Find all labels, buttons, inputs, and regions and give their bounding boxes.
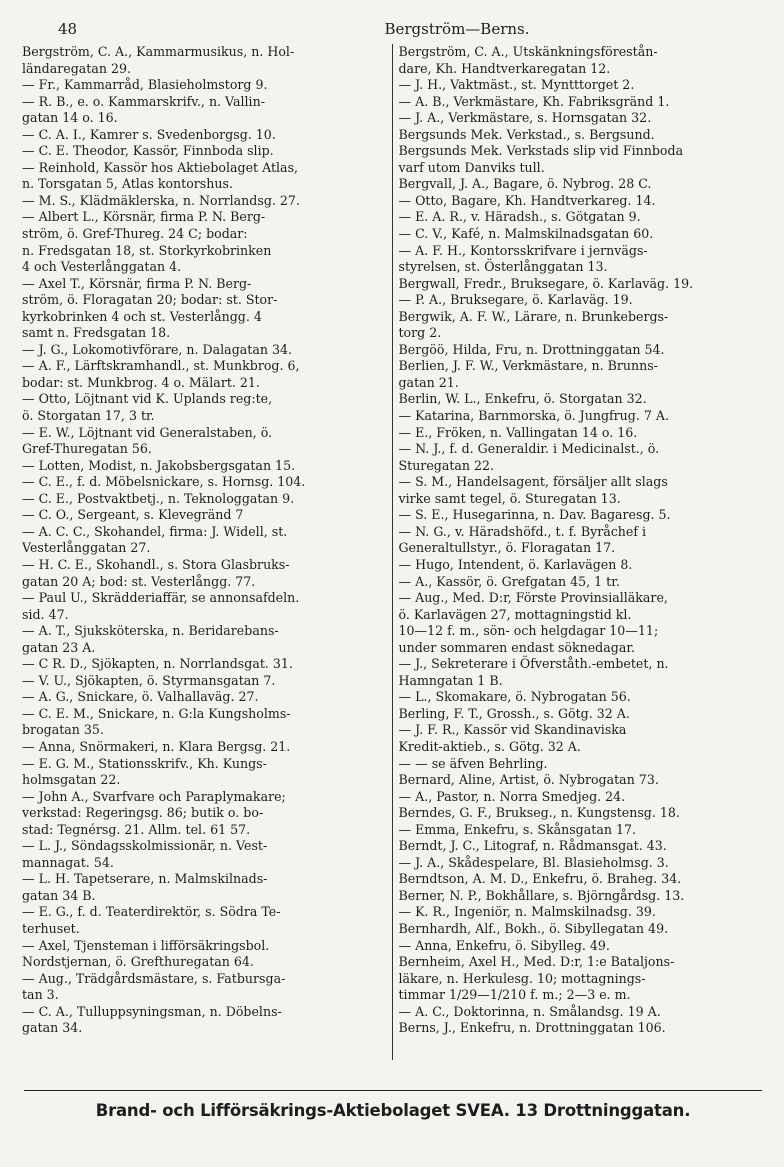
entry-line: — S. E., Husegarinna, n. Dav. Bagaresg. 5.: [398, 507, 671, 523]
entry-line: Bernard, Aline, Artist, ö. Nybrogatan 73.: [398, 772, 659, 788]
entry-line: Berndes, G. F., Brukseg., n. Kungstensg. 18.: [398, 805, 680, 821]
entry-line: läkare, n. Herkulesg. 10; mottagnings-: [398, 970, 646, 986]
entry-line: — C. E., f. d. Möbelsnickare, s. Hornsg. 104.: [22, 474, 306, 490]
entry-line: — Reinhold, Kassör hos Aktiebolaget Atlas,: [22, 159, 299, 175]
entry-line: kyrkobrinken 4 och st. Vesterlångg. 4: [22, 308, 262, 324]
entry-line: Bergsunds Mek. Verkstads slip vid Finnboda: [398, 143, 684, 159]
entry-line: Bergsunds Mek. Verkstad., s. Bergsund.: [398, 126, 655, 142]
entry-line: Bergöö, Hilda, Fru, n. Drottninggatan 54.: [398, 341, 665, 357]
entry-line: samt n. Fredsgatan 18.: [22, 325, 171, 341]
entry-line: Bergwall, Fredr., Bruksegare, ö. Karlaväg. 19.: [398, 275, 694, 291]
entry-line: — John A., Svarfvare och Paraplymakare;: [22, 788, 286, 804]
entry-line: mannagat. 54.: [22, 854, 114, 870]
entry-line: Generaltullstyr., ö. Floragatan 17.: [398, 540, 616, 556]
entry-line: — J. G., Lokomotivförare, n. Dalagatan 34.: [22, 341, 292, 357]
entry-line: — E. G. M., Stationsskrifv., Kh. Kungs-: [22, 755, 267, 771]
entry-line: — A. B., Verkmästare, Kh. Fabriksgränd 1.: [398, 93, 670, 109]
entry-line: Berner, N. P., Bokhållare, s. Björngårdsg. 13.: [398, 887, 685, 903]
entry-line: — Anna, Snörmakeri, n. Klara Bergsg. 21.: [22, 738, 291, 754]
entry-line: — Emma, Enkefru, s. Skånsgatan 17.: [398, 821, 636, 837]
entry-line: brogatan 35.: [22, 722, 104, 738]
entry-line: — C. E., Postvaktbetj., n. Teknologgatan 9.: [22, 490, 295, 506]
entry-line: bodar: st. Munkbrog. 4 o. Mälart. 21.: [22, 374, 260, 390]
entry-line: — C. O., Sergeant, s. Klevegränd 7: [22, 507, 244, 523]
entry-line: — J. H., Vaktmäst., st. Myntttorget 2.: [398, 77, 635, 93]
entry-line: sid. 47.: [22, 606, 69, 622]
entry-line: — E., Fröken, n. Vallingatan 14 o. 16.: [398, 424, 638, 440]
entry-line: — C. V., Kafé, n. Malmskilnadsgatan 60.: [398, 226, 654, 242]
entry-line: dare, Kh. Handtverkaregatan 12.: [398, 60, 611, 76]
running-head: Bergström—Berns.: [384, 20, 530, 38]
entry-line: ländaregatan 29.: [22, 60, 131, 76]
entry-line: — A. F., Lärftskramhandl., st. Munkbrog. 6,: [22, 358, 300, 374]
entry-line: terhuset.: [22, 920, 80, 936]
entry-line: tan 3.: [22, 987, 59, 1003]
entry-line: — Albert L., Körsnär, firma P. N. Berg-: [22, 209, 266, 225]
entry-line: Sturegatan 22.: [398, 457, 495, 473]
entry-line: — A. F. H., Kontorsskrifvare i jernvägs-: [398, 242, 648, 258]
entry-line: — Aug., Trädgårdsmästare, s. Fatbursga-: [22, 970, 286, 986]
entry-line: Nordstjernan, ö. Grefthuregatan 64.: [22, 954, 254, 970]
entry-line: ö. Karlavägen 27, mottagningstid kl.: [398, 606, 632, 622]
entry-line: gatan 34 B.: [22, 887, 96, 903]
entry-line: virke samt tegel, ö. Sturegatan 13.: [398, 490, 621, 506]
page-number: 48: [58, 20, 78, 38]
entry-line: Gref-Thuregatan 56.: [22, 441, 152, 457]
entry-line: Bernheim, Axel H., Med. D:r, 1:e Bataljons-: [398, 954, 675, 970]
entry-line: Berling, F. T., Grossh., s. Götg. 32 A.: [398, 705, 630, 721]
entry-line: — Katarina, Barnmorska, ö. Jungfrug. 7 A.: [398, 408, 669, 424]
entry-line: gatan 14 o. 16.: [22, 110, 118, 126]
entry-line: — Otto, Bagare, Kh. Handtverkareg. 14.: [398, 192, 656, 208]
directory-columns: [22, 44, 762, 1060]
entry-line: — A. C., Doktorinna, n. Smålandsg. 19 A.: [398, 1003, 661, 1019]
entry-line: — J. A., Skådespelare, Bl. Blasieholmsg. 3.: [398, 854, 669, 870]
entry-line: — Fr., Kammarråd, Blasieholmstorg 9.: [22, 77, 268, 93]
entry-line: — L. J., Söndagsskolmissionär, n. Vest-: [22, 838, 268, 854]
entry-line: — Paul U., Skrädderiaffär, se annonsafdeln.: [22, 590, 300, 606]
entry-line: — — se äfven Behrling.: [398, 755, 548, 771]
entry-line: Bergström, C. A., Kammarmusikus, n. Hol-: [22, 44, 295, 59]
entry-line: — A., Pastor, n. Norra Smedjeg. 24.: [398, 788, 626, 804]
entry-line: ström, ö. Gref-Thureg. 24 C; bodar:: [22, 226, 248, 242]
entry-line: — A., Kassör, ö. Grefgatan 45, 1 tr.: [398, 573, 620, 589]
entry-line: ö. Storgatan 17, 3 tr.: [22, 408, 155, 424]
entry-line: — C. E. Theodor, Kassör, Finnboda slip.: [22, 143, 274, 159]
entry-line: n. Torsgatan 5, Atlas kontorshus.: [22, 176, 233, 192]
entry-line: — C. E. M., Snickare, n. G:la Kungsholms-: [22, 705, 291, 721]
entry-line: Hamngatan 1 B.: [398, 672, 503, 688]
entry-line: under sommaren endast söknedagar.: [398, 639, 635, 655]
entry-line: varf utom Danviks tull.: [398, 159, 545, 175]
entry-line: Bernhardh, Alf., Bokh., ö. Sibyllegatan 49.: [398, 920, 669, 936]
entry-line: — S. M., Handelsagent, försäljer allt slags: [398, 474, 668, 490]
entry-line: — E. G., f. d. Teaterdirektör, s. Södra Te-: [22, 904, 281, 920]
entry-line: Berlien, J. F. W., Verkmästare, n. Brunns-: [398, 358, 658, 374]
entry-line: Berlin, W. L., Enkefru, ö. Storgatan 32.: [398, 391, 647, 407]
entry-line: — C. A. I., Kamrer s. Svedenborgsg. 10.: [22, 126, 276, 142]
entry-line: — Axel, Tjensteman i lifförsäkringsbol.: [22, 937, 270, 953]
entry-line: Berndt, J. C., Litograf, n. Rådmansgat. 43.: [398, 838, 667, 854]
entry-line: — J., Sekreterare i Öfverståth.-embetet, n.: [398, 656, 669, 672]
entry-line: Berndtson, A. M. D., Enkefru, ö. Braheg. 34.: [398, 871, 682, 887]
entry-line: holmsgatan 22.: [22, 772, 121, 788]
entry-line: — Hugo, Intendent, ö. Karlavägen 8.: [398, 556, 633, 572]
entry-line: — Axel T., Körsnär, firma P. N. Berg-: [22, 275, 252, 291]
entry-line: — K. R., Ingeniör, n. Malmskilnadsg. 39.: [398, 904, 656, 920]
entry-line: styrelsen, st. Österlånggatan 13.: [398, 259, 608, 275]
entry-line: — L., Skomakare, ö. Nybrogatan 56.: [398, 689, 631, 705]
entry-line: — Aug., Med. D:r, Förste Provinsialläkare,: [398, 590, 668, 606]
footer-advertisement: Brand- och Lifförsäkrings-Aktiebolaget SVEA. 13 Drottninggatan.: [24, 1090, 762, 1120]
entry-line: — Anna, Enkefru, ö. Sibylleg. 49.: [398, 937, 610, 953]
entry-line: — N. J., f. d. Generaldir. i Medicinalst., ö.: [398, 441, 660, 457]
entry-line: — Otto, Löjtnant vid K. Uplands reg:te,: [22, 391, 273, 407]
entry-line: verkstad: Regeringsg. 86; butik o. bo-: [22, 805, 264, 821]
entry-line: gatan 34.: [22, 1020, 83, 1036]
entry-line: — A. G., Snickare, ö. Valhallaväg. 27.: [22, 689, 259, 705]
entry-line: — C R. D., Sjökapten, n. Norrlandsgat. 31.: [22, 656, 293, 672]
entry-line: ström, ö. Floragatan 20; bodar: st. Stor-: [22, 292, 278, 308]
entry-line: — M. S., Klädmäklerska, n. Norrlandsg. 27.: [22, 192, 300, 208]
entry-line: — H. C. E., Skohandl., s. Stora Glasbruks-: [22, 556, 290, 572]
entry-line: — E. A. R., v. Häradsh., s. Götgatan 9.: [398, 209, 641, 225]
page-header: [22, 12, 762, 38]
entry-line: — R. B., e. o. Kammarskrifv., n. Vallin-: [22, 93, 265, 109]
left-column: [22, 44, 392, 1060]
entry-line: — L. H. Tapetserare, n. Malmskilnads-: [22, 871, 268, 887]
entry-line: — N. G., v. Häradshöfd., t. f. Byråchef i: [398, 523, 647, 539]
entry-line: Kredit-aktieb., s. Götg. 32 A.: [398, 738, 581, 754]
entry-line: — C. A., Tulluppsyningsman, n. Döbelns-: [22, 1003, 282, 1019]
entry-line: Bergström, C. A., Utskänkningsförestån-: [398, 44, 658, 59]
entry-line: gatan 21.: [398, 374, 459, 390]
entry-line: torg 2.: [398, 325, 442, 341]
entry-line: gatan 20 A; bod: st. Vesterlångg. 77.: [22, 573, 256, 589]
entry-line: 10—12 f. m., sön- och helgdagar 10—11;: [398, 623, 659, 639]
entry-line: n. Fredsgatan 18, st. Storkyrkobrinken: [22, 242, 272, 258]
entry-line: 4 och Vesterlånggatan 4.: [22, 259, 182, 275]
entry-line: gatan 23 A.: [22, 639, 96, 655]
entry-line: — J. A., Verkmästare, s. Hornsgatan 32.: [398, 110, 652, 126]
entry-line: timmar 1/29—1/210 f. m.; 2—3 e. m.: [398, 987, 631, 1003]
entry-line: stad: Tegnérsg. 21. Allm. tel. 61 57.: [22, 821, 251, 837]
entry-line: — E. W., Löjtnant vid Generalstaben, ö.: [22, 424, 273, 440]
entry-line: Vesterlånggatan 27.: [22, 540, 151, 556]
entry-line: — A. T., Sjuksköterska, n. Beridarebans-: [22, 623, 279, 639]
entry-line: — Lotten, Modist, n. Jakobsbergsgatan 15.: [22, 457, 296, 473]
entry-line: Bergvall, J. A., Bagare, ö. Nybrog. 28 C.: [398, 176, 652, 192]
entry-line: — P. A., Bruksegare, ö. Karlaväg. 19.: [398, 292, 633, 308]
entry-line: — V. U., Sjökapten, ö. Styrmansgatan 7.: [22, 672, 276, 688]
entry-line: — J. F. R., Kassör vid Skandinaviska: [398, 722, 627, 738]
right-column: [392, 44, 763, 1060]
entry-line: Bergwik, A. F. W., Lärare, n. Brunkebergs-: [398, 308, 669, 324]
entry-line: — A. C. C., Skohandel, firma: J. Widell, st.: [22, 523, 288, 539]
entry-line: Berns, J., Enkefru, n. Drottninggatan 106.: [398, 1020, 666, 1036]
